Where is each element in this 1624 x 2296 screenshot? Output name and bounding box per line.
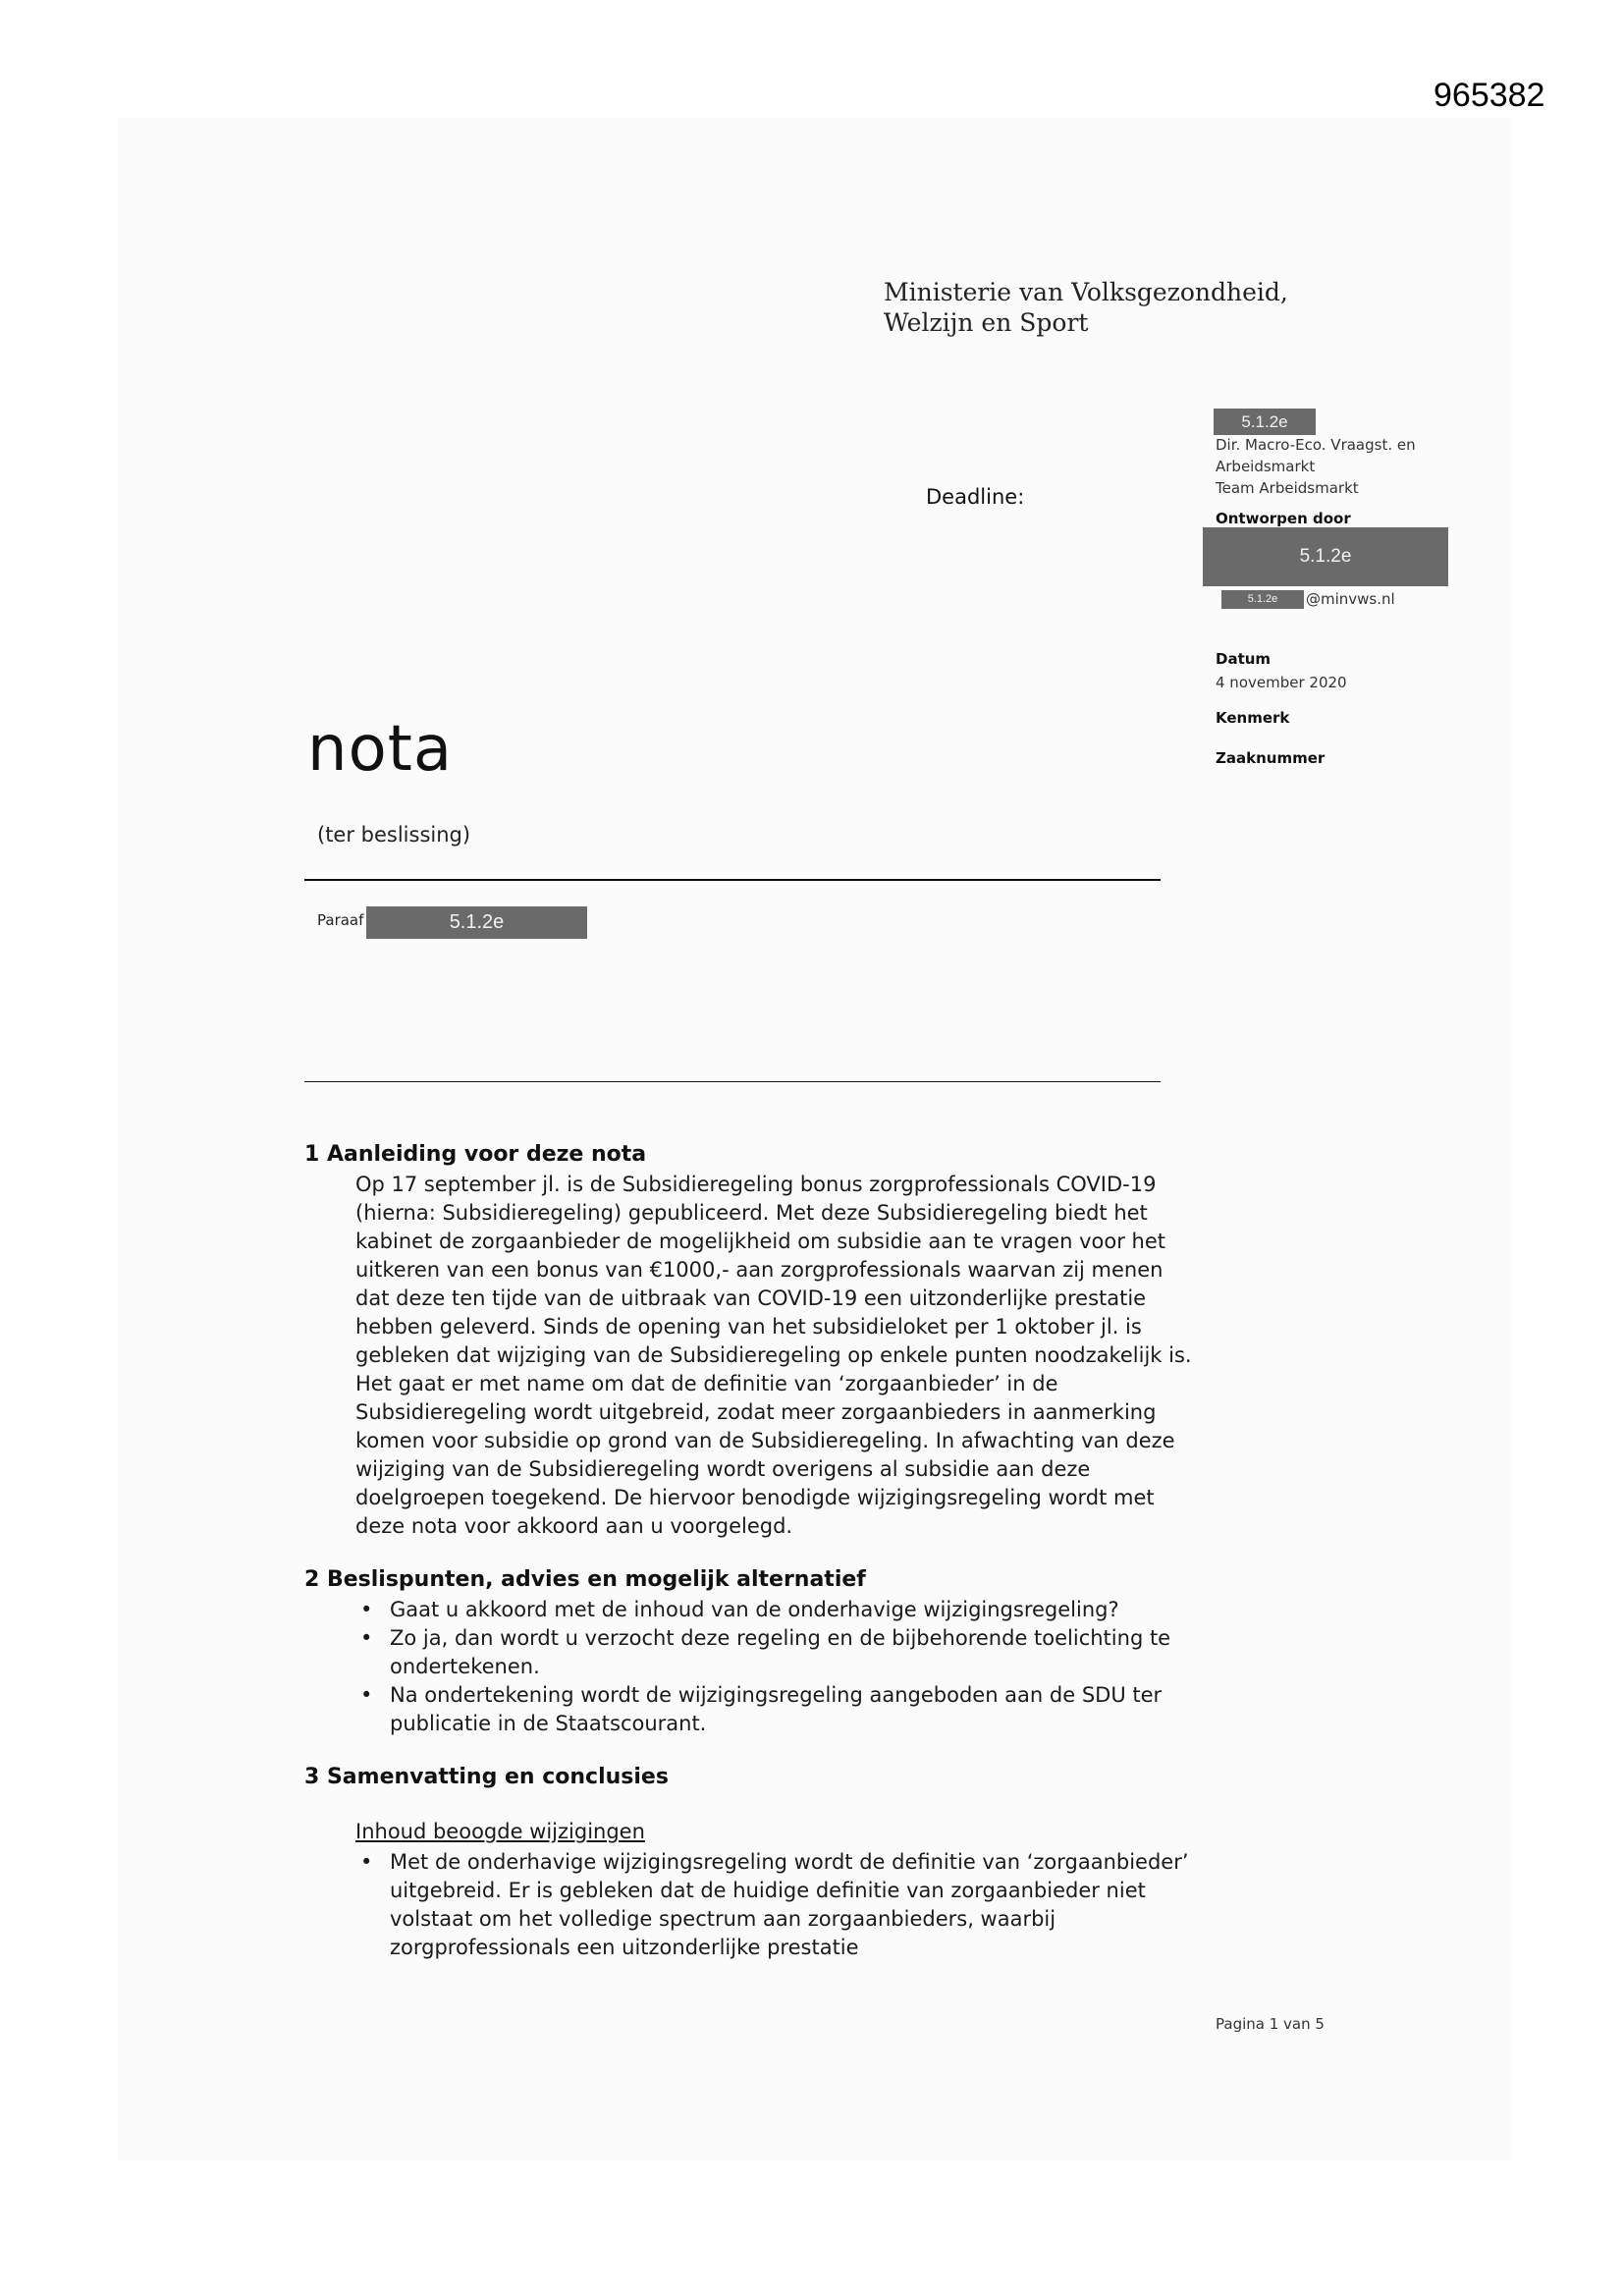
redaction-box-sender (1214, 409, 1316, 435)
section-2-bullets (355, 1596, 1200, 1738)
list-item: • Na ondertekening wordt de wijzigingsregeling aangeboden aan de SDU ter publicatie in de Staatscourant. (355, 1681, 1200, 1738)
redaction-code: 5.1.2e (1299, 546, 1352, 567)
divider-bottom (304, 1081, 1161, 1082)
redaction-code: 5.1.2e (1247, 593, 1278, 605)
section-3-bullets (355, 1848, 1200, 1962)
redaction-code: 5.1.2e (449, 911, 505, 933)
redaction-box-paraaf (366, 906, 587, 939)
list-item: • Zo ja, dan wordt u verzocht deze regeling en de bijbehorende toelichting te ondertekenen. (355, 1624, 1200, 1681)
document-number: 965382 (1434, 77, 1545, 114)
list-item: • Gaat u akkoord met de inhoud van de onderhavige wijzigingsregeling? (355, 1596, 1200, 1624)
list-item: • Met de onderhavige wijzigingsregeling wordt de definitie van ‘zorgaanbieder’ uitgebreid. Er is gebleken dat de huidige definitie van zorgaanbieder niet volstaat om het volledige spectrum aan zorgaanbieders, waarbij zorgprofessionals een uitzonderlijke prestatie (355, 1848, 1200, 1962)
section-3-heading: 3 Samenvatting en conclusies (304, 1765, 669, 1789)
date-label: Datum (1216, 650, 1272, 668)
department-line-1: Dir. Macro-Eco. Vraagst. en (1216, 436, 1416, 454)
section-1-text: Op 17 september jl. is de Subsidieregeling bonus zorgprofessionals COVID-19 (hierna: Subsidieregeling) gepubliceerd. Met deze Subsidieregeling biedt het kabinet de zorgaanbieder de mogelijkheid om subsidie aan te vragen voor het uitkeren van een bonus van €1000,- aan zorgprofessionals waarvan zij menen dat deze ten tijde van de uitbraak van COVID-19 een uitzonderlijke prestatie hebben geleverd. Sinds de opening van het subsidieloket per 1 oktober jl. is gebleken dat wijziging van de Subsidieregeling op enkele punten noodzakelijk is. Het gaat er met name om dat de definitie van ‘zorgaanbieder’ in de Subsidieregeling wordt uitgebreid, zodat meer zorgaanbieders in aanmerking komen voor subsidie op grond van de Subsidieregeling. In afwachting van deze wijziging van de Subsidieregeling wordt overigens al subsidie aan deze doelgroepen toegekend. De hiervoor benodigde wijzigingsregeling wordt met deze nota voor akkoord aan u voorgelegd. (355, 1173, 1192, 1538)
ministry-line-1: Ministerie van Volksgezondheid, (884, 278, 1288, 306)
email-suffix: @minvws.nl (1306, 590, 1395, 608)
ministry-logo-text (884, 277, 1288, 338)
paraaf-label: Paraaf (317, 911, 364, 929)
section-2-heading: 2 Beslispunten, advies en mogelijk alternatief (304, 1567, 866, 1592)
document-title: nota (307, 713, 454, 786)
department-line-3: Team Arbeidsmarkt (1216, 479, 1359, 497)
department-line-2: Arbeidsmarkt (1216, 458, 1316, 475)
zaaknummer-label: Zaaknummer (1216, 749, 1326, 767)
divider-top (304, 879, 1161, 881)
ministry-line-2: Welzijn en Sport (884, 308, 1089, 337)
redaction-code: 5.1.2e (1241, 412, 1288, 431)
date-value: 4 november 2020 (1216, 674, 1347, 691)
kenmerk-label: Kenmerk (1216, 709, 1290, 727)
page-number: Pagina 1 van 5 (1216, 2015, 1325, 2033)
document-subtitle: (ter beslissing) (317, 823, 471, 847)
redaction-box-designer (1203, 527, 1448, 586)
sidebar-department (1216, 434, 1416, 499)
section-3-subheading: Inhoud beoogde wijzigingen (355, 1820, 645, 1843)
section-1-heading: 1 Aanleiding voor deze nota (304, 1142, 647, 1167)
deadline-label: Deadline: (926, 485, 1025, 509)
designed-by-label: Ontworpen door (1216, 510, 1351, 527)
redaction-box-email (1221, 590, 1304, 609)
